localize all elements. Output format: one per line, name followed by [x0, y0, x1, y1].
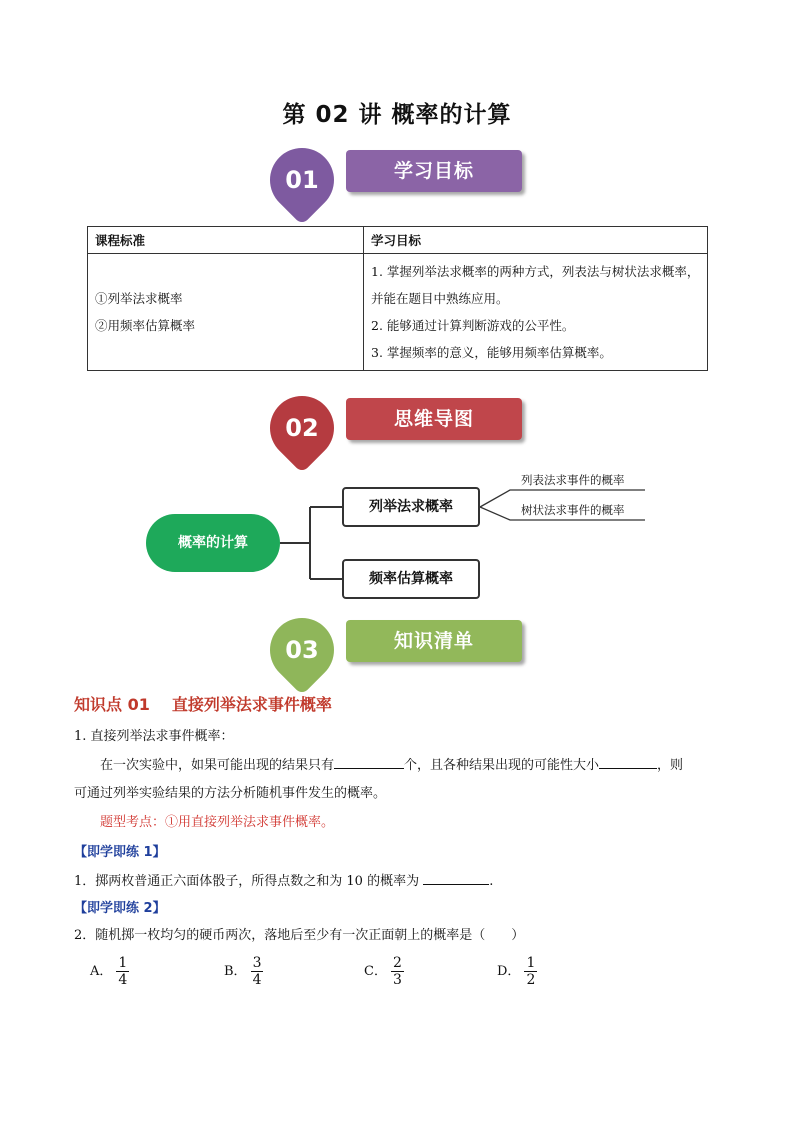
practice-label-1: 【即学即练 1】 [74, 845, 166, 860]
mind-map-branch-enumeration: 列举法求概率 [342, 487, 480, 527]
fraction [524, 955, 537, 988]
option-b[interactable] [224, 955, 263, 988]
text-segment: 个，且各种结果出现的可能性大小 [404, 758, 600, 773]
section-label: 思维导图 [393, 408, 474, 430]
text-segment: 在一次实验中，如果可能出现的结果只有 [100, 758, 335, 773]
section-label: 学习目标 [393, 160, 474, 182]
fill-blank[interactable] [423, 871, 489, 885]
denominator: 3 [392, 972, 402, 988]
mind-map-leaf-table: 列表法求事件的概率 [521, 473, 625, 487]
mind-map-root: 概率的计算 [146, 514, 280, 572]
page-title: 第 02 讲 概率的计算 [282, 102, 512, 128]
fraction [251, 955, 264, 988]
mind-map-branch-frequency: 频率估算概率 [342, 559, 480, 599]
numerator: 1 [118, 955, 128, 971]
section-label-bar [346, 620, 522, 662]
denominator: 4 [118, 972, 128, 988]
standard-item: ①列举法求概率 [95, 291, 183, 306]
option-letter: C． [364, 964, 387, 979]
numerator: 3 [252, 955, 262, 971]
goal-item: 1. 掌握列举法求概率的两种方式，列表法与树状法求概率，并能在题目中熟练应用。 [371, 264, 700, 306]
option-letter: B． [224, 964, 247, 979]
question-text: 1．掷两枚普通正六面体骰子，所得点数之和为 10 的概率为 [74, 874, 420, 889]
section-number: 01 [285, 166, 319, 194]
item1-text-cont: 可通过列举实验结果的方法分析随机事件发生的概率。 [74, 786, 387, 801]
practice-question-1 [74, 871, 493, 892]
goal-item: 3. 掌握频率的意义，能够用频率估算概率。 [371, 345, 612, 360]
item1-heading: 1. 直接列举法求事件概率： [74, 729, 234, 744]
question-tail: . [489, 874, 494, 889]
option-letter: A． [90, 964, 113, 979]
denominator: 4 [252, 972, 262, 988]
fill-blank[interactable] [334, 755, 404, 769]
section-number: 02 [285, 414, 319, 442]
exam-point: 题型考点：①用直接列举法求事件概率。 [100, 815, 335, 830]
knowledge-point-title [74, 692, 332, 715]
denominator: 2 [526, 972, 536, 988]
standard-item: ②用频率估算概率 [95, 318, 196, 333]
text-segment: ，则 [657, 758, 684, 773]
numerator: 2 [392, 955, 402, 971]
fraction [116, 955, 129, 988]
section-header-03 [270, 618, 530, 682]
option-letter: D． [497, 964, 521, 979]
section-number: 03 [285, 636, 319, 664]
practice-question-2: 2．随机掷一枚均匀的硬币两次，落地后至少有一次正面朝上的概率是（ ） [74, 928, 525, 943]
section-label: 知识清单 [393, 630, 474, 652]
knowledge-point-name: 直接列举法求事件概率 [171, 695, 332, 714]
item1-text [100, 755, 683, 776]
option-c[interactable] [364, 955, 404, 988]
goal-item: 2. 能够通过计算判断游戏的公平性。 [371, 318, 575, 333]
option-a[interactable] [90, 955, 129, 988]
fill-blank[interactable] [599, 755, 657, 769]
option-d[interactable] [497, 955, 537, 988]
table-header-goal: 学习目标 [364, 227, 708, 254]
fraction [391, 955, 404, 988]
table-header-standard: 课程标准 [88, 227, 364, 254]
mind-map-leaf-tree: 树状法求事件的概率 [521, 503, 625, 517]
numerator: 1 [526, 955, 536, 971]
knowledge-point-label: 知识点 01 [74, 695, 150, 714]
practice-label-2: 【即学即练 2】 [74, 901, 166, 916]
